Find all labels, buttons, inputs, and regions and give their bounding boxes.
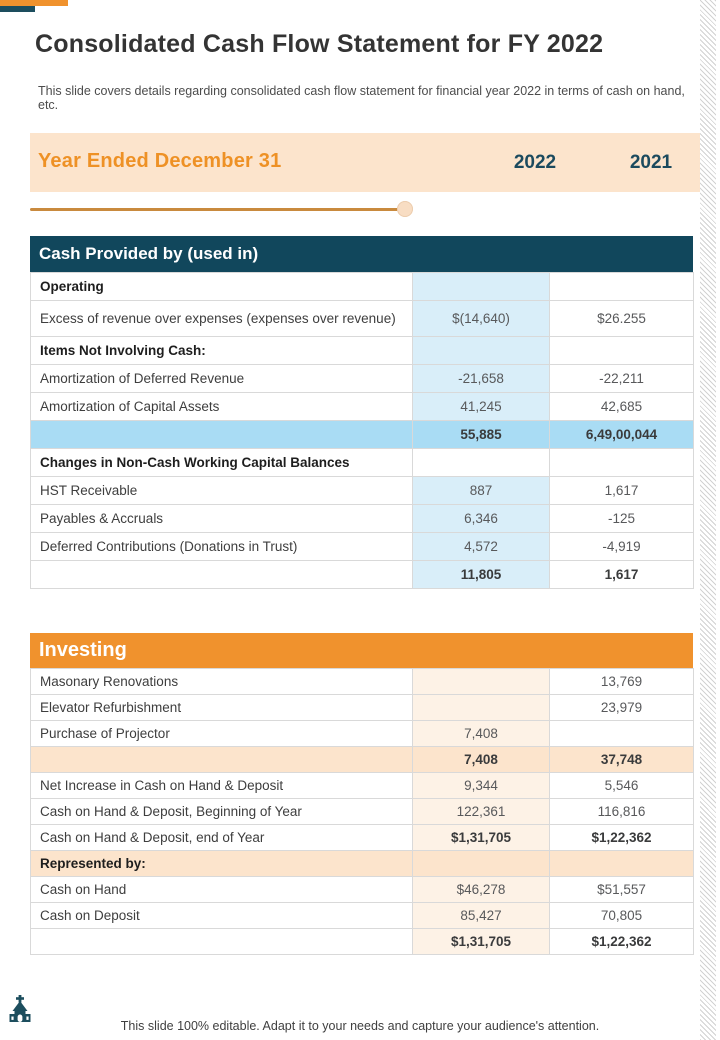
table-row: [31, 721, 694, 747]
value-2021: 116,816: [550, 799, 694, 825]
table-row: [31, 695, 694, 721]
value-2021: [550, 449, 694, 477]
value-2022: 6,346: [413, 505, 550, 533]
value-2022: $46,278: [413, 877, 550, 903]
section-cash-provided: [30, 236, 693, 589]
value-2022: 7,408: [413, 721, 550, 747]
value-2022: $(14,640): [413, 301, 550, 337]
row-label: [31, 747, 413, 773]
divider-endpoint-dot: [397, 201, 413, 217]
table-row: [31, 533, 694, 561]
table-row: [31, 421, 694, 449]
value-2021: [550, 273, 694, 301]
value-2021: 6,49,00,044: [550, 421, 694, 449]
table-row: [31, 393, 694, 421]
value-2022: 887: [413, 477, 550, 505]
table-row: [31, 449, 694, 477]
value-2022: 7,408: [413, 747, 550, 773]
row-label: Amortization of Capital Assets: [31, 393, 413, 421]
row-label: [31, 929, 413, 955]
section-investing: [30, 633, 693, 955]
table-row: [31, 903, 694, 929]
value-2021: 70,805: [550, 903, 694, 929]
row-label: Changes in Non-Cash Working Capital Balances: [31, 449, 413, 477]
row-label: Amortization of Deferred Revenue: [31, 365, 413, 393]
table-row: [31, 773, 694, 799]
value-2021: 5,546: [550, 773, 694, 799]
value-2021: [550, 721, 694, 747]
value-2021: 13,769: [550, 669, 694, 695]
column-header-2021: 2021: [629, 152, 673, 173]
value-2022: [413, 695, 550, 721]
divider-line: [30, 208, 400, 211]
investing-table: [30, 668, 694, 955]
table-row: [31, 851, 694, 877]
value-2022: $1,31,705: [413, 825, 550, 851]
value-2021: 23,979: [550, 695, 694, 721]
year-ended-label: Year Ended December 31: [38, 150, 282, 172]
value-2022: [413, 273, 550, 301]
value-2022: [413, 851, 550, 877]
table-row: [31, 669, 694, 695]
value-2021: $51,557: [550, 877, 694, 903]
row-label: Cash on Hand & Deposit, end of Year: [31, 825, 413, 851]
value-2021: $26.255: [550, 301, 694, 337]
row-label: [31, 561, 413, 589]
value-2022: [413, 449, 550, 477]
row-label: Cash on Hand: [31, 877, 413, 903]
row-label: Cash on Deposit: [31, 903, 413, 929]
row-label: Elevator Refurbishment: [31, 695, 413, 721]
table-row: [31, 301, 694, 337]
value-2022: 9,344: [413, 773, 550, 799]
value-2021: 42,685: [550, 393, 694, 421]
table-row: [31, 825, 694, 851]
value-2022: -21,658: [413, 365, 550, 393]
top-accent-bar-teal: [0, 6, 35, 12]
value-2022: 11,805: [413, 561, 550, 589]
row-label: Deferred Contributions (Donations in Trust): [31, 533, 413, 561]
value-2021: 1,617: [550, 561, 694, 589]
value-2022: 122,361: [413, 799, 550, 825]
year-header-band: [30, 133, 700, 192]
column-header-2022: 2022: [513, 152, 557, 173]
page-subtitle: This slide covers details regarding consolidated cash flow statement for financial year 2022 in terms of cash on hand, etc.: [38, 84, 685, 112]
footer-note: This slide 100% editable. Adapt it to your needs and capture your audience's attention.: [120, 1019, 600, 1033]
value-2022: 41,245: [413, 393, 550, 421]
table-row: [31, 747, 694, 773]
row-label: Purchase of Projector: [31, 721, 413, 747]
table-row: [31, 365, 694, 393]
value-2021: -4,919: [550, 533, 694, 561]
value-2022: 85,427: [413, 903, 550, 929]
table-row: [31, 337, 694, 365]
value-2022: [413, 337, 550, 365]
row-label: Masonary Renovations: [31, 669, 413, 695]
row-label: Cash on Hand & Deposit, Beginning of Year: [31, 799, 413, 825]
value-2021: $1,22,362: [550, 825, 694, 851]
table-row: [31, 799, 694, 825]
table-row: [31, 561, 694, 589]
table-row: [31, 505, 694, 533]
row-label: HST Receivable: [31, 477, 413, 505]
table-row: [31, 877, 694, 903]
value-2021: [550, 851, 694, 877]
value-2021: 1,617: [550, 477, 694, 505]
table-row: [31, 477, 694, 505]
value-2021: $1,22,362: [550, 929, 694, 955]
row-label: Payables & Accruals: [31, 505, 413, 533]
row-label: Operating: [31, 273, 413, 301]
value-2022: [413, 669, 550, 695]
page-title: Consolidated Cash Flow Statement for FY 2022: [35, 30, 604, 58]
value-2021: -125: [550, 505, 694, 533]
row-label: Excess of revenue over expenses (expenses over revenue): [31, 301, 413, 337]
table-row: [31, 273, 694, 301]
section-header-cash-provided: Cash Provided by (used in): [30, 236, 693, 272]
value-2021: -22,211: [550, 365, 694, 393]
row-label: Net Increase in Cash on Hand & Deposit: [31, 773, 413, 799]
value-2022: 4,572: [413, 533, 550, 561]
table-row: [31, 929, 694, 955]
row-label: Represented by:: [31, 851, 413, 877]
value-2022: 55,885: [413, 421, 550, 449]
section-header-investing: Investing: [30, 633, 693, 668]
value-2021: 37,748: [550, 747, 694, 773]
operating-table: [30, 272, 694, 589]
row-label: Items Not Involving Cash:: [31, 337, 413, 365]
row-label: [31, 421, 413, 449]
value-2021: [550, 337, 694, 365]
value-2022: $1,31,705: [413, 929, 550, 955]
